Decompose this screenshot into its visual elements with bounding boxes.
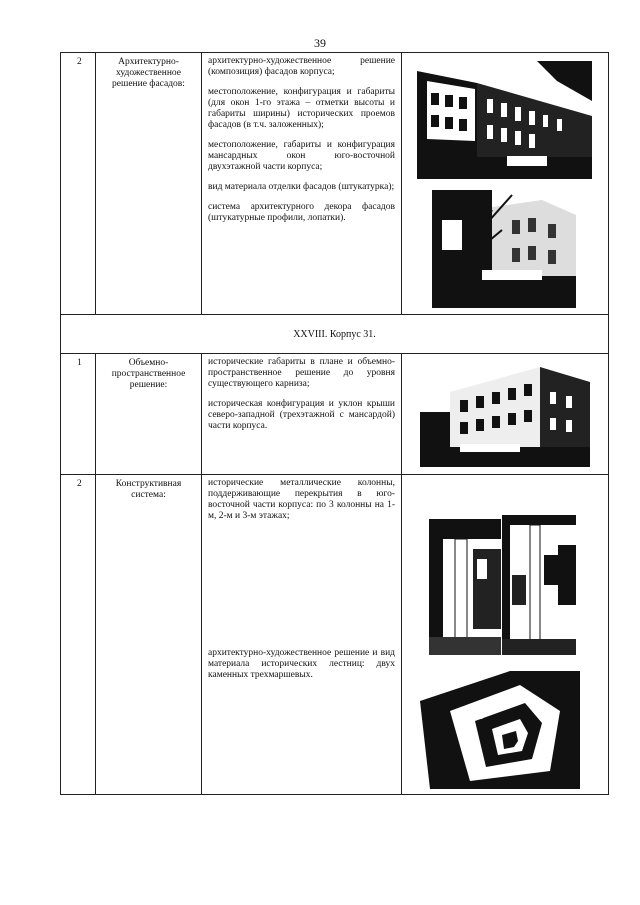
table-row [61,53,609,315]
list-item: исторические габариты в плане и объемно-пространственное решение до уровня существующего карниза; [208,357,395,389]
row-description [202,475,401,681]
facade-street-photo [417,61,592,179]
row-description [202,354,401,432]
facade-courtyard-photo [432,190,576,308]
list-item: архитектурно-художественное решение (композиция) фасадов корпуса; [208,56,395,77]
list-item: система архитектурного декора фасадов (штукатурные профили, лопатки). [208,202,395,223]
list-item: историческая конфигурация и уклон крыши северо-западной (трехэтажной с мансардой) части корпуса. [208,399,395,431]
row-name: Конструктивная система: [115,479,182,500]
list-item: архитектурно-художественное решение и вид материала исторических лестниц: двух каменных трехмаршевых. [208,648,395,680]
row-name-cell [96,475,202,795]
list-item: вид материала отделки фасадов (штукатурка); [208,182,395,192]
heritage-table [60,52,609,795]
row-description-cell [202,475,402,795]
row-name-cell [96,53,202,315]
row-description-cell [202,354,402,475]
row-number: 1 [77,358,82,368]
table-row [61,354,609,475]
section-title: XXVIII. Корпус 31. [61,315,609,354]
row-name-cell [96,354,202,475]
building-31-photo [420,362,590,467]
table-row [61,475,609,795]
list-item: исторические металлические колонны, поддерживающие перекрытия в юго-восточной части корпуса: по 3 колонны на 1-м, 2-м и 3-м этажах; [208,478,395,521]
row-number: 2 [77,57,82,67]
row-description-cell [202,53,402,315]
list-item: местоположение, конфигурация и габариты (для окон 1-го этажа – отметки высоты и габариты ширины) исторических проемов фасадов (в т.ч. заложенных); [208,87,395,130]
row-name: Объемно-пространственное решение: [111,358,186,390]
page-number: 39 [314,36,326,50]
row-description [202,53,401,224]
staircase-photo [420,671,580,789]
metal-column-photo [502,515,576,655]
row-number-cell [61,53,96,315]
list-item: местоположение, габариты и конфигурация мансардных окон юго-восточной двухэтажной части корпуса; [208,140,395,172]
row-name: Архитектурно-художественное решение фасадов: [112,57,185,89]
photo-cell [402,354,609,475]
row-number-cell [61,475,96,795]
section-header-row [61,315,609,354]
photo-cell [402,53,609,315]
row-number-cell [61,354,96,475]
row-number: 2 [77,479,82,489]
metal-column-photo [429,519,501,655]
photo-cell [402,475,609,795]
